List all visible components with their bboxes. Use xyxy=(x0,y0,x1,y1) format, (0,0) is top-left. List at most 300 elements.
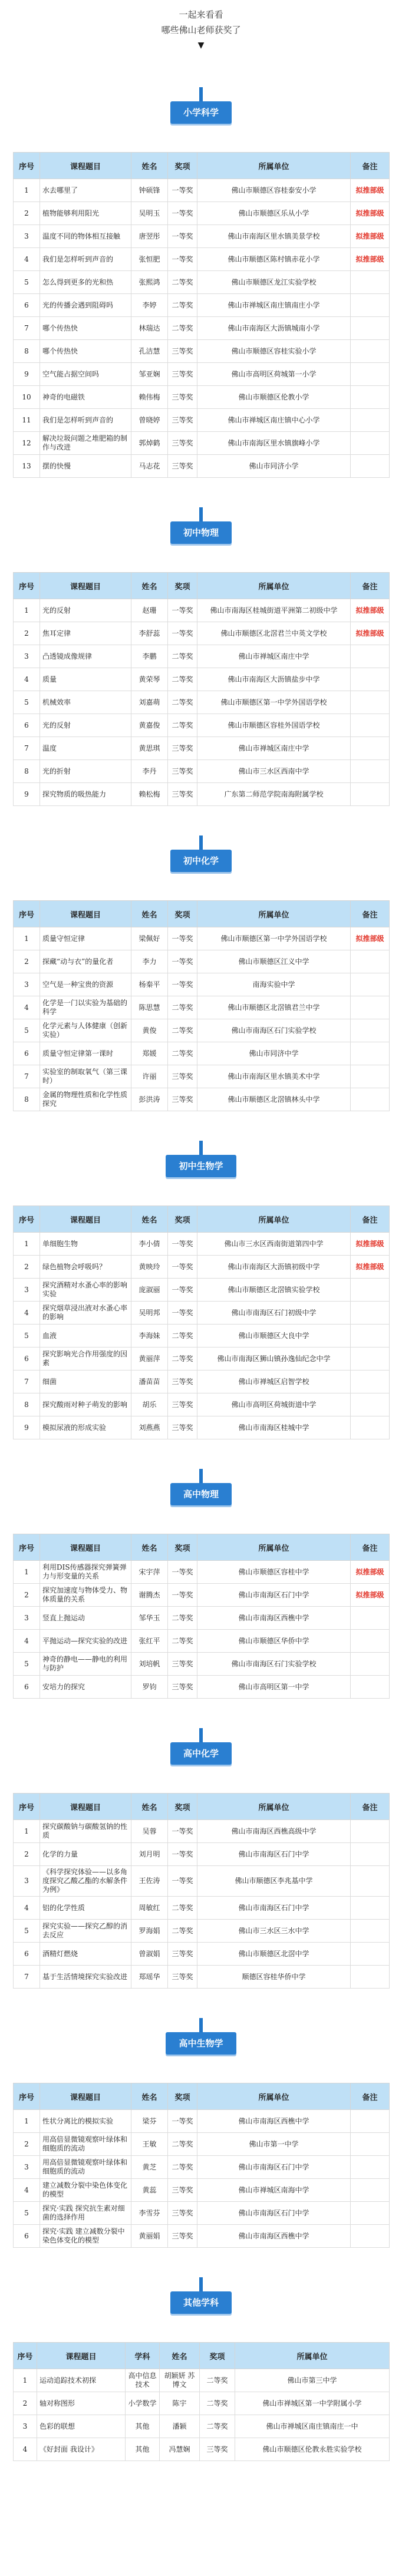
section xyxy=(13,87,389,478)
table-row xyxy=(14,1843,390,1866)
awards-table xyxy=(13,900,390,1111)
cell-no: 5 xyxy=(14,1019,40,1042)
cell-no: 3 xyxy=(14,1607,40,1630)
section-title-wrap xyxy=(13,1469,389,1505)
cell-note xyxy=(351,2202,390,2225)
cell-name: 周敏红 xyxy=(131,1897,168,1920)
cell-topic: 利用DIS传感器探究弹簧弹力与形变量的关系 xyxy=(40,1561,131,1584)
cell-topic: 探究烟草浸出液对水蚤心率的影响 xyxy=(40,1302,131,1325)
cell-no: 7 xyxy=(14,1966,40,1989)
table-row xyxy=(14,2156,390,2179)
cell-topic: 实验室的制取氧气（第三课时） xyxy=(40,1065,131,1088)
table-row xyxy=(14,737,390,760)
column-header-name: 姓名 xyxy=(131,1794,168,1820)
cell-note xyxy=(351,1325,390,1348)
table-row xyxy=(14,363,390,386)
cell-name: 邹华玉 xyxy=(131,1607,168,1630)
table-row xyxy=(14,2369,390,2392)
cell-unit: 佛山市禅城区南海中学 xyxy=(197,2179,351,2202)
cell-topic: 探究影响光合作用强度的因素 xyxy=(40,1348,131,1370)
cell-no: 3 xyxy=(14,1866,40,1897)
cell-unit: 佛山市南海区桂城街道平洲第二初级中学 xyxy=(197,599,351,622)
column-header-unit: 所属单位 xyxy=(197,1794,351,1820)
section-title: 小学科学 xyxy=(170,101,232,124)
cell-name: 吴明玉 xyxy=(131,202,168,225)
cell-note xyxy=(351,1019,390,1042)
cell-no: 9 xyxy=(14,363,40,386)
cell-unit: 佛山市禅城区第一中学附属小学 xyxy=(235,2392,390,2415)
column-header-note: 备注 xyxy=(351,1534,390,1561)
table-row xyxy=(14,455,390,478)
cell-note xyxy=(351,1279,390,1302)
column-header-no: 序号 xyxy=(14,2083,40,2110)
cell-unit: 佛山市南海区西樵中学 xyxy=(197,1607,351,1630)
cell-unit: 佛山市南海区里水镇美景学校 xyxy=(197,225,351,248)
cell-unit: 佛山市同济小学 xyxy=(197,455,351,478)
cell-unit: 佛山市顺德区北滘中学 xyxy=(197,1943,351,1966)
column-header-note: 备注 xyxy=(351,1206,390,1233)
column-header-name: 姓名 xyxy=(131,153,168,179)
cell-topic: 神奇的电磁铁 xyxy=(40,386,131,409)
cell-no: 3 xyxy=(14,973,40,996)
cell-award: 二等奖 xyxy=(168,271,197,294)
cell-name: 郑瑶华 xyxy=(131,1966,168,1989)
column-header-name: 姓名 xyxy=(131,1206,168,1233)
cell-award: 三等奖 xyxy=(168,1370,197,1393)
cell-award: 三等奖 xyxy=(168,1416,197,1439)
section-title: 初中物理 xyxy=(170,521,232,544)
cell-topic: 我们是怎样听到声音的 xyxy=(40,248,131,271)
intro-line-2: 哪些佛山老师获奖了 xyxy=(161,25,241,35)
section xyxy=(13,835,389,1111)
cell-name: 吴蓉 xyxy=(131,1820,168,1843)
cell-topic: 探究·实践 建立减数分裂中染色体变化的模型 xyxy=(40,2225,131,2248)
awards-table xyxy=(13,1793,390,1989)
cell-note xyxy=(351,760,390,783)
cell-name: 郑媛 xyxy=(131,1042,168,1065)
table-header-row xyxy=(14,1206,390,1233)
cell-topic: 空气能占据空间吗 xyxy=(40,363,131,386)
cell-note xyxy=(351,645,390,668)
table-header-row xyxy=(14,153,390,179)
section-title-wrap xyxy=(13,87,389,124)
cell-topic: 机械效率 xyxy=(40,691,131,714)
column-header-topic: 课程题目 xyxy=(40,1206,131,1233)
cell-unit: 佛山市顺德区陈村镇赤花小学 xyxy=(197,248,351,271)
table-row xyxy=(14,1019,390,1042)
cell-name: 刘嘉萌 xyxy=(131,691,168,714)
cell-award: 一等奖 xyxy=(168,1256,197,1279)
cell-unit: 佛山市顺德区李兆基中学 xyxy=(197,1866,351,1897)
cell-unit: 佛山市南海区石门中学 xyxy=(197,2156,351,2179)
cell-no: 4 xyxy=(14,1630,40,1653)
cell-unit: 佛山市第一中学 xyxy=(197,2133,351,2156)
table-row xyxy=(14,1233,390,1256)
cell-award: 一等奖 xyxy=(168,1233,197,1256)
cell-no: 7 xyxy=(14,737,40,760)
cell-award: 二等奖 xyxy=(168,317,197,340)
cell-note xyxy=(351,996,390,1019)
cell-unit: 佛山市同济中学 xyxy=(197,1042,351,1065)
intro xyxy=(0,7,402,53)
cell-award: 一等奖 xyxy=(168,2110,197,2133)
cell-no: 10 xyxy=(14,386,40,409)
column-header-topic: 课程题目 xyxy=(40,153,131,179)
intro-line-1: 一起来看看 xyxy=(179,9,223,20)
cell-no: 5 xyxy=(14,691,40,714)
cell-award: 二等奖 xyxy=(168,1019,197,1042)
cell-no: 1 xyxy=(14,599,40,622)
table-row xyxy=(14,1561,390,1584)
section-title: 高中物理 xyxy=(170,1483,232,1505)
cell-unit: 佛山市禅城区南庄镇南庄小学 xyxy=(197,294,351,317)
cell-topic: 探藏“动与衣”的量化者 xyxy=(40,950,131,973)
table-header-row xyxy=(14,901,390,927)
cell-award: 二等奖 xyxy=(168,714,197,737)
cell-no: 6 xyxy=(14,1943,40,1966)
cell-topic: 探究酸雨对种子萌发的影响 xyxy=(40,1393,131,1416)
cell-no: 5 xyxy=(14,271,40,294)
cell-award: 三等奖 xyxy=(168,1676,197,1699)
table-header-row xyxy=(14,2083,390,2110)
table-row xyxy=(14,2225,390,2248)
cell-unit: 佛山市顺德区伦教永胜实验学校 xyxy=(235,2438,390,2461)
cell-unit: 佛山市南海区大沥镇城南小学 xyxy=(197,317,351,340)
cell-topic: 竖直上抛运动 xyxy=(40,1607,131,1630)
cell-name: 黄映玲 xyxy=(131,1256,168,1279)
cell-unit: 广东第二师范学院南海附属学校 xyxy=(197,783,351,806)
cell-no: 3 xyxy=(14,1279,40,1302)
cell-name: 唐翌彤 xyxy=(131,225,168,248)
cell-unit: 佛山市南海区石门中学 xyxy=(197,2202,351,2225)
cell-name: 胡乐 xyxy=(131,1393,168,1416)
cell-note xyxy=(351,1042,390,1065)
cell-note xyxy=(351,294,390,317)
column-header-award: 奖项 xyxy=(168,2083,197,2110)
cell-no: 4 xyxy=(14,996,40,1019)
cell-award: 二等奖 xyxy=(200,2369,235,2392)
cell-topic: 轴对称图形 xyxy=(37,2392,126,2415)
table-row xyxy=(14,1393,390,1416)
cell-no: 6 xyxy=(14,294,40,317)
cell-topic: 光的折射 xyxy=(40,760,131,783)
cell-award: 一等奖 xyxy=(168,248,197,271)
cell-topic: 光的反射 xyxy=(40,599,131,622)
cell-name: 黄丽萍 xyxy=(131,1348,168,1370)
cell-unit: 佛山市南海区石门中学 xyxy=(197,1897,351,1920)
cell-name: 潘颖 xyxy=(160,2415,200,2438)
cell-note: 拟推部级 xyxy=(351,927,390,950)
section xyxy=(13,1469,389,1699)
cell-unit: 佛山市三水区西南街道第四中学 xyxy=(197,1233,351,1256)
cell-unit: 佛山市禅城区南庄镇中心小学 xyxy=(197,409,351,432)
column-header-name: 姓名 xyxy=(131,573,168,599)
cell-unit: 佛山市南海区西樵中学 xyxy=(197,2225,351,2248)
cell-name: 许丽 xyxy=(131,1065,168,1088)
cell-topic: 模拟尿液的形成实验 xyxy=(40,1416,131,1439)
cell-unit: 佛山市三水区三水中学 xyxy=(197,1920,351,1943)
cell-topic: 水去哪里了 xyxy=(40,179,131,202)
cell-unit: 佛山市南海区石门初级中学 xyxy=(197,1302,351,1325)
cell-name: 王佐涛 xyxy=(131,1866,168,1897)
cell-unit: 佛山市顺德区大良中学 xyxy=(197,1325,351,1348)
cell-no: 8 xyxy=(14,1393,40,1416)
column-header-topic: 课程题目 xyxy=(40,901,131,927)
cell-name: 黄芝 xyxy=(131,2156,168,2179)
column-header-name: 姓名 xyxy=(131,901,168,927)
cell-note: 拟推部级 xyxy=(351,1584,390,1607)
cell-note: 拟推部级 xyxy=(351,599,390,622)
cell-unit: 佛山市顺德区伦教小学 xyxy=(197,386,351,409)
cell-note xyxy=(351,1630,390,1653)
cell-topic: 探究酒精对水蚤心率的影响实验 xyxy=(40,1279,131,1302)
cell-unit: 佛山市顺德区北滘镇林头中学 xyxy=(197,1088,351,1111)
cell-note xyxy=(351,1370,390,1393)
cell-topic: 探究碳酸钠与碳酸氢钠的性质 xyxy=(40,1820,131,1843)
cell-award: 一等奖 xyxy=(168,950,197,973)
cell-award: 二等奖 xyxy=(200,2392,235,2415)
cell-topic: 酒精灯燃烧 xyxy=(40,1943,131,1966)
cell-award: 一等奖 xyxy=(168,1820,197,1843)
table-row xyxy=(14,386,390,409)
cell-no: 8 xyxy=(14,760,40,783)
table-row xyxy=(14,691,390,714)
table-row xyxy=(14,2133,390,2156)
cell-note xyxy=(351,340,390,363)
cell-no: 3 xyxy=(14,2415,37,2438)
cell-no: 12 xyxy=(14,432,40,455)
awards-table xyxy=(13,1534,390,1699)
cell-award: 二等奖 xyxy=(168,1042,197,1065)
table-row xyxy=(14,2179,390,2202)
cell-subject: 小学数学 xyxy=(126,2392,160,2415)
table-row xyxy=(14,1370,390,1393)
table-row xyxy=(14,1325,390,1348)
cell-no: 4 xyxy=(14,1897,40,1920)
column-header-topic: 课程题目 xyxy=(40,573,131,599)
cell-award: 二等奖 xyxy=(168,1897,197,1920)
column-header-note: 备注 xyxy=(351,1794,390,1820)
cell-no: 8 xyxy=(14,340,40,363)
cell-unit: 佛山市高明区荷城第一小学 xyxy=(197,363,351,386)
table-row xyxy=(14,294,390,317)
column-header-unit: 所属单位 xyxy=(235,2343,390,2369)
cell-note xyxy=(351,455,390,478)
cell-name: 胡颖妍 苏博文 xyxy=(160,2369,200,2392)
cell-name: 张红平 xyxy=(131,1630,168,1653)
cell-note xyxy=(351,363,390,386)
cell-award: 一等奖 xyxy=(168,927,197,950)
cell-topic: 摆的快慢 xyxy=(40,455,131,478)
cell-topic: 凸透镜成像规律 xyxy=(40,645,131,668)
cell-name: 张恒肥 xyxy=(131,248,168,271)
section-title: 高中生物学 xyxy=(166,2032,236,2055)
cell-note xyxy=(351,1416,390,1439)
cell-name: 梁芬 xyxy=(131,2110,168,2133)
cell-subject: 高中信息技术 xyxy=(126,2369,160,2392)
table-row xyxy=(14,271,390,294)
cell-name: 庞淑丽 xyxy=(131,1279,168,1302)
table-row xyxy=(14,2415,390,2438)
section-title-wrap xyxy=(13,2277,389,2314)
title-connector-bar xyxy=(199,2018,203,2032)
column-header-no: 序号 xyxy=(14,1794,40,1820)
cell-award: 三等奖 xyxy=(168,1088,197,1111)
title-connector-bar xyxy=(199,835,203,850)
cell-topic: 哪个传热快 xyxy=(40,340,131,363)
table-row xyxy=(14,225,390,248)
cell-unit: 佛山市顺德区容桂中学 xyxy=(197,1561,351,1584)
cell-note: 拟推部级 xyxy=(351,225,390,248)
cell-no: 4 xyxy=(14,1302,40,1325)
cell-note xyxy=(351,386,390,409)
cell-award: 一等奖 xyxy=(168,202,197,225)
cell-no: 7 xyxy=(14,317,40,340)
table-row xyxy=(14,317,390,340)
title-connector-bar xyxy=(199,1469,203,1483)
section xyxy=(13,2277,389,2461)
cell-no: 2 xyxy=(14,622,40,645)
table-row xyxy=(14,432,390,455)
cell-unit: 佛山市禅城区南庄中学 xyxy=(197,737,351,760)
table-row xyxy=(14,1584,390,1607)
cell-note xyxy=(351,2156,390,2179)
cell-name: 李鹏 xyxy=(131,645,168,668)
cell-award: 二等奖 xyxy=(168,1325,197,1348)
table-row xyxy=(14,927,390,950)
column-header-name: 姓名 xyxy=(160,2343,200,2369)
cell-unit: 佛山市顺德区北滘镇实验学校 xyxy=(197,1279,351,1302)
table-row xyxy=(14,1279,390,1302)
cell-name: 郭焯鹤 xyxy=(131,432,168,455)
column-header-award: 奖项 xyxy=(168,153,197,179)
section-title-wrap xyxy=(13,1141,389,1177)
table-header-row xyxy=(14,573,390,599)
cell-unit: 佛山市南海区石门实验学校 xyxy=(197,1019,351,1042)
cell-no: 3 xyxy=(14,2156,40,2179)
table-row xyxy=(14,668,390,691)
cell-topic: 单细胞生物 xyxy=(40,1233,131,1256)
table-row xyxy=(14,760,390,783)
cell-no: 1 xyxy=(14,2369,37,2392)
column-header-award: 奖项 xyxy=(200,2343,235,2369)
table-header-row xyxy=(14,1534,390,1561)
cell-topic: 质量 xyxy=(40,668,131,691)
cell-award: 一等奖 xyxy=(168,1302,197,1325)
cell-no: 1 xyxy=(14,927,40,950)
cell-note xyxy=(351,1393,390,1416)
cell-no: 2 xyxy=(14,202,40,225)
cell-note xyxy=(351,1653,390,1676)
cell-note: 拟推部级 xyxy=(351,622,390,645)
cell-no: 2 xyxy=(14,1843,40,1866)
cell-topic: 性状分离比的模拟实验 xyxy=(40,2110,131,2133)
column-header-unit: 所属单位 xyxy=(197,901,351,927)
cell-unit: 佛山市顺德区第一中学外国语学校 xyxy=(197,927,351,950)
cell-award: 三等奖 xyxy=(168,386,197,409)
cell-no: 7 xyxy=(14,1065,40,1088)
cell-note xyxy=(351,783,390,806)
column-header-subject: 学科 xyxy=(126,2343,160,2369)
table-row xyxy=(14,2202,390,2225)
cell-note xyxy=(351,1302,390,1325)
cell-no: 5 xyxy=(14,2202,40,2225)
cell-award: 一等奖 xyxy=(168,1866,197,1897)
table-row xyxy=(14,1676,390,1699)
table-row xyxy=(14,409,390,432)
cell-topic: 细菌 xyxy=(40,1370,131,1393)
cell-unit: 佛山市高明区荷城街道中学 xyxy=(197,1393,351,1416)
cell-no: 1 xyxy=(14,179,40,202)
awards-table xyxy=(13,572,390,806)
cell-no: 7 xyxy=(14,1370,40,1393)
cell-topic: 运动追踪技术初探 xyxy=(37,2369,126,2392)
section-title: 高中化学 xyxy=(170,1742,232,1765)
cell-award: 二等奖 xyxy=(168,1348,197,1370)
column-header-topic: 课程题目 xyxy=(37,2343,126,2369)
column-header-note: 备注 xyxy=(351,573,390,599)
awards-table xyxy=(13,152,390,478)
section-title: 初中生物学 xyxy=(166,1155,236,1177)
cell-topic: 探究物质的吸热能力 xyxy=(40,783,131,806)
column-header-name: 姓名 xyxy=(131,1534,168,1561)
cell-no: 6 xyxy=(14,714,40,737)
cell-name: 黄嘉俊 xyxy=(131,714,168,737)
column-header-no: 序号 xyxy=(14,901,40,927)
cell-name: 陈宇 xyxy=(160,2392,200,2415)
table-row xyxy=(14,1920,390,1943)
cell-name: 黄俊 xyxy=(131,1019,168,1042)
cell-name: 刘燕燕 xyxy=(131,1416,168,1439)
cell-topic: 质量守恒定律第一课时 xyxy=(40,1042,131,1065)
cell-name: 赵珊 xyxy=(131,599,168,622)
table-row xyxy=(14,1966,390,1989)
cell-name: 林瑞达 xyxy=(131,317,168,340)
cell-award: 一等奖 xyxy=(168,225,197,248)
cell-topic: 血液 xyxy=(40,1325,131,1348)
cell-unit: 佛山市南海区大沥镇盐步中学 xyxy=(197,668,351,691)
table-row xyxy=(14,783,390,806)
cell-award: 二等奖 xyxy=(168,691,197,714)
column-header-unit: 所属单位 xyxy=(197,2083,351,2110)
column-header-award: 奖项 xyxy=(168,1794,197,1820)
cell-award: 三等奖 xyxy=(168,1943,197,1966)
cell-topic: 平抛运动—探究实验的改进 xyxy=(40,1630,131,1653)
cell-note xyxy=(351,1866,390,1897)
cell-note xyxy=(351,950,390,973)
table-row xyxy=(14,599,390,622)
cell-name: 张熙鸿 xyxy=(131,271,168,294)
cell-unit: 佛山市顺德区龙江实验学校 xyxy=(197,271,351,294)
cell-name: 李海妹 xyxy=(131,1325,168,1348)
table-row xyxy=(14,1943,390,1966)
table-row xyxy=(14,1630,390,1653)
cell-award: 二等奖 xyxy=(200,2415,235,2438)
section-title: 其他学科 xyxy=(170,2291,232,2314)
cell-unit: 顺德区容桂华侨中学 xyxy=(197,1966,351,1989)
column-header-no: 序号 xyxy=(14,1206,40,1233)
column-header-award: 奖项 xyxy=(168,1206,197,1233)
cell-award: 三等奖 xyxy=(168,760,197,783)
cell-topic: 光的反射 xyxy=(40,714,131,737)
table-row xyxy=(14,645,390,668)
cell-topic: 铝的化学性质 xyxy=(40,1897,131,1920)
cell-no: 4 xyxy=(14,668,40,691)
cell-subject: 其他 xyxy=(126,2438,160,2461)
column-header-topic: 课程题目 xyxy=(40,2083,131,2110)
cell-award: 二等奖 xyxy=(168,294,197,317)
cell-topic: 神奇的静电——静电的利用与防护 xyxy=(40,1653,131,1676)
